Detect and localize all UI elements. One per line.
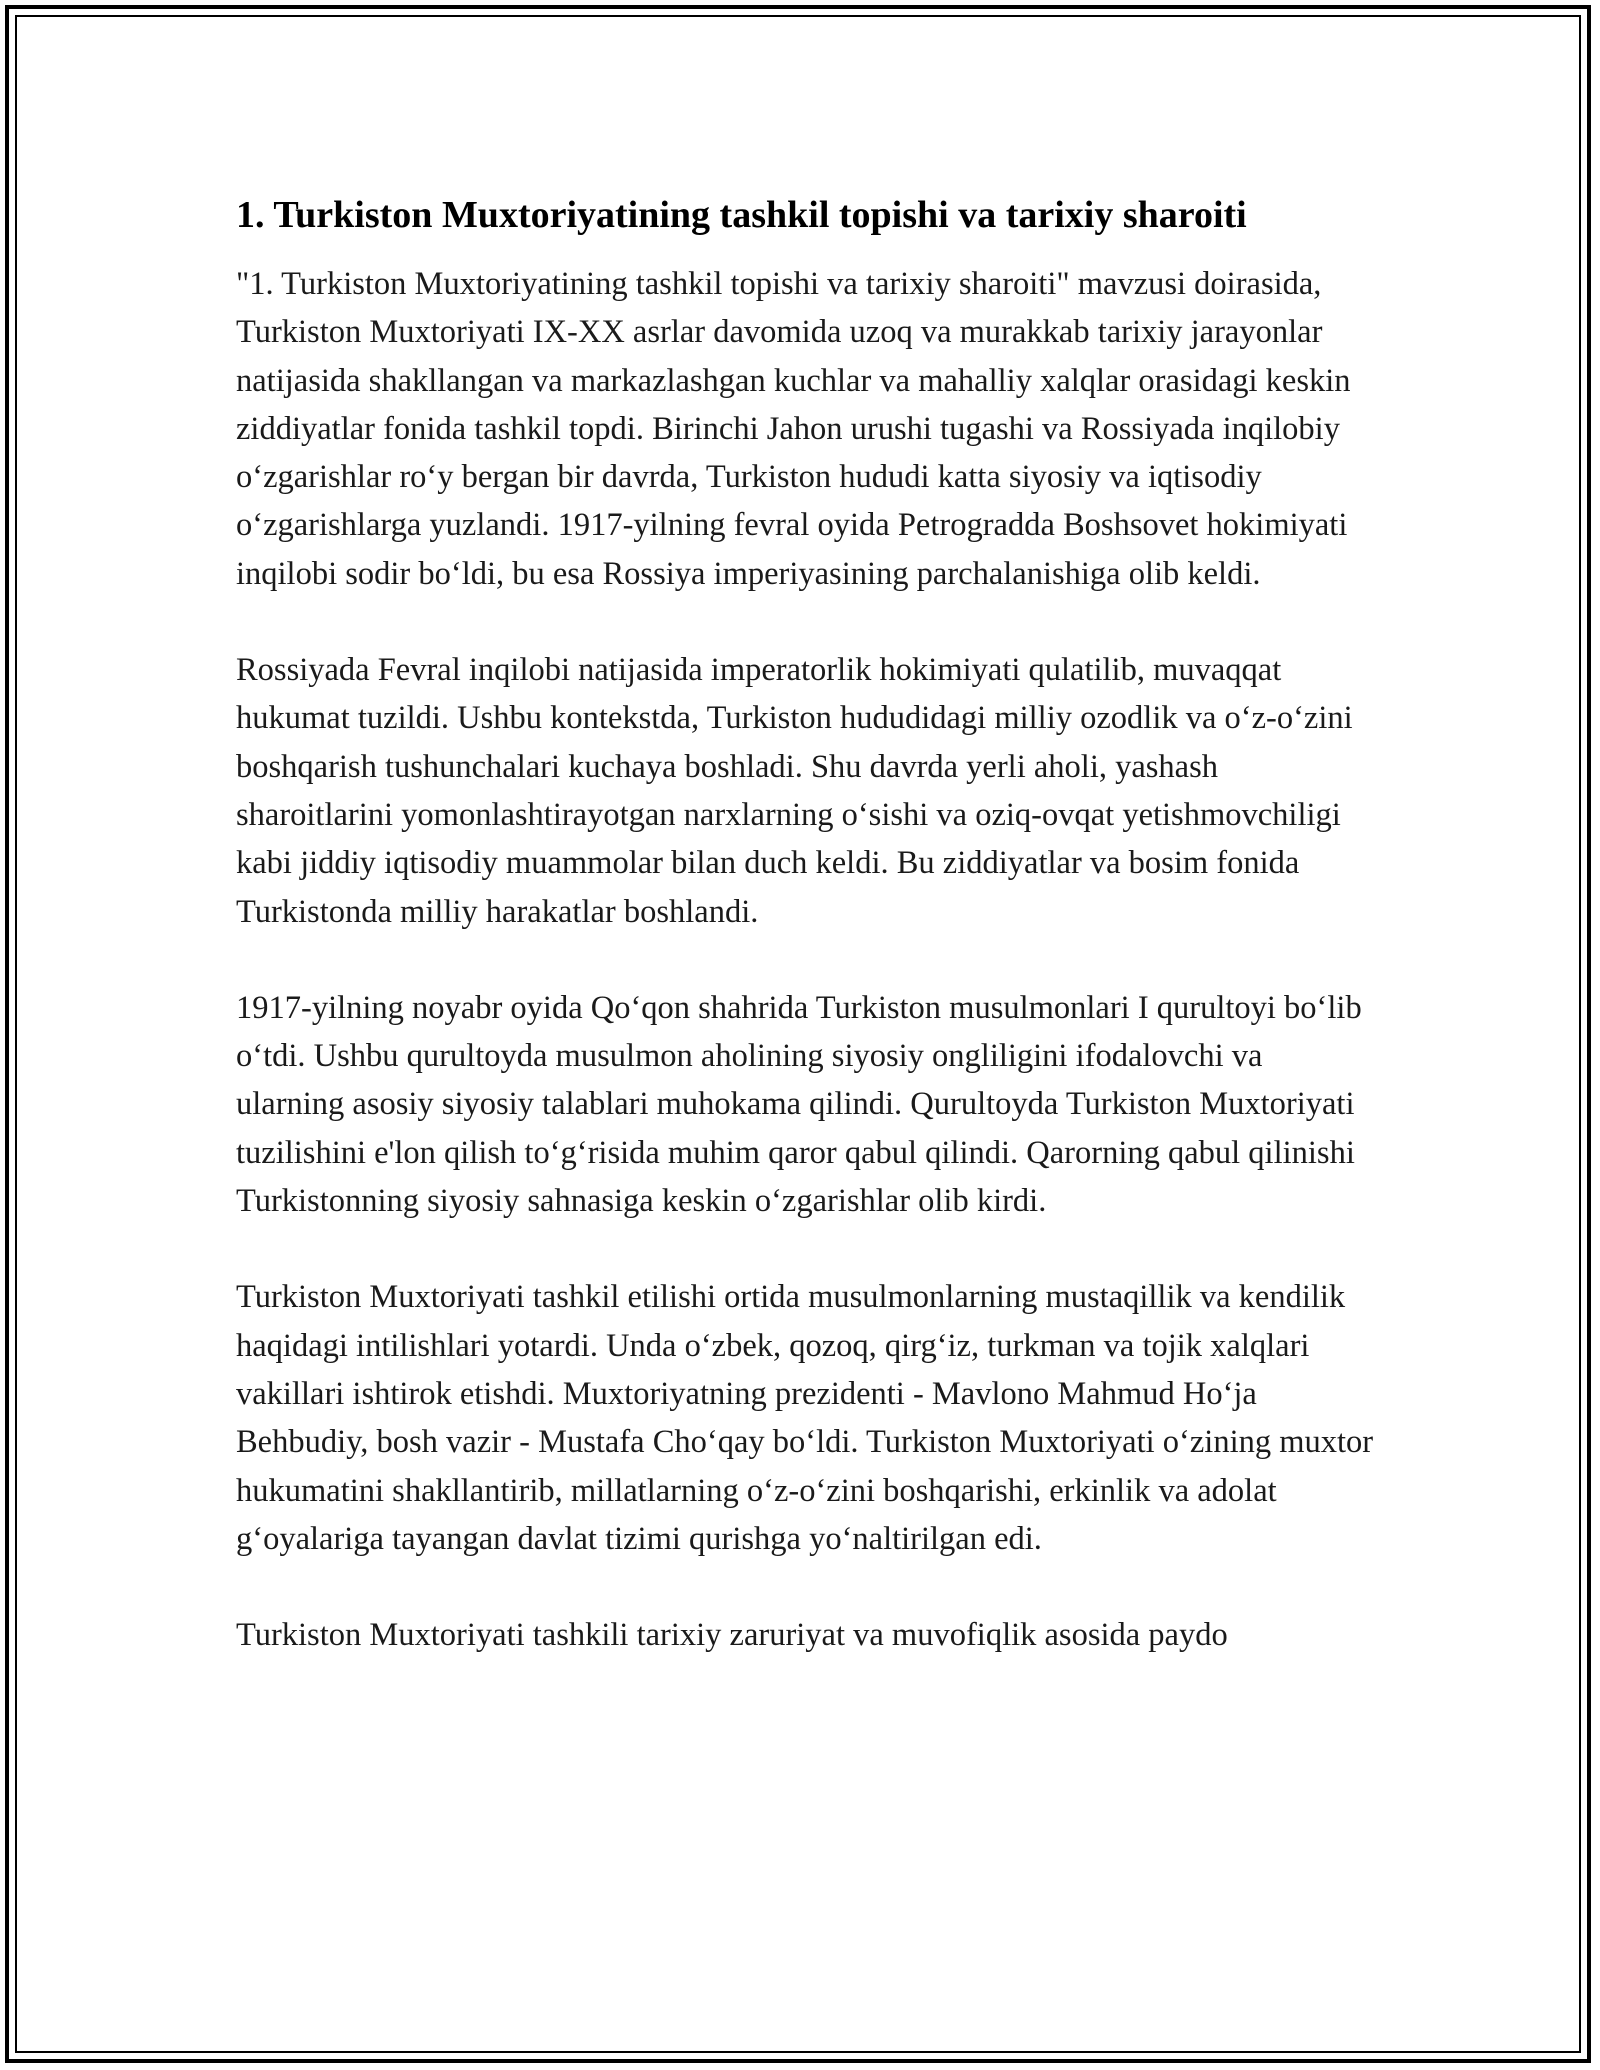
paragraph-3: 1917-yilning noyabr oyida Qoʻqon shahrida Turkiston musulmonlari I qurultoyi boʻlib oʻtdi. Ushbu qurultoyda musulmon aholining siyosiy ongliligini ifodalovchi va ularning asosiy siyosiy talablari muhokama qilindi. Qurultoyda Turkiston Muxtoriyati tuzilishini e'lon qilish toʻgʻrisida muhim qaror qabul qilindi. Qarorning qabul qilinishi Turkistonning siyosiy sahnasiga keskin oʻzgarishlar olib kirdi. bbox=[236, 989, 1362, 1220]
paragraph-4: Turkiston Muxtoriyati tashkil etilishi ortida musulmonlarning mustaqillik va kendilik haqidagi intilishlari yotardi. Unda oʻzbek, qozoq, qirgʻiz, turkman va tojik xalqlari vakillari ishtirok etishdi. Muxtoriyatning prezidenti - Mavlono Mahmud Hoʻja Behbudiy, bosh vazir - Mustafa Choʻqay boʻldi. Turkiston Muxtoriyati oʻzining muxtor hukumatini shakllantirib, millatlarning oʻz-oʻzini boshqarishi, erkinlik va adolat gʻoyalariga tayangan davlat tizimi qurishga yoʻnaltirilgan edi. bbox=[236, 1279, 1374, 1557]
paragraph-5: Turkiston Muxtoriyati tashkili tarixiy zaruriyat va muvofiqlik asosida paydo bbox=[236, 1617, 1228, 1654]
document-heading: 1. Turkiston Muxtoriyatining tashkil topishi va tarixiy sharoiti bbox=[236, 194, 1247, 236]
paragraph-1: "1. Turkiston Muxtoriyatining tashkil topishi va tarixiy sharoiti" mavzusi doirasida, Turkiston Muxtoriyati IX-XX asrlar davomida uzoq va murakkab tarixiy jarayonlar natijasida shakllangan va markazlashgan kuchlar va mahalliy xalqlar orasidagi keskin ziddiyatlar fonida tashkil topdi. Birinchi Jahon urushi tugashi va Rossiyada inqilobiy oʻzgarishlar roʻy bergan bir davrda, Turkiston hududi katta siyosiy va iqtisodiy oʻzgarishlarga yuzlandi. 1917-yilning fevral oyida Petrogradda Boshsovet hokimiyati inqilobi sodir boʻldi, bu esa Rossiya imperiyasining parchalanishiga olib keldi. bbox=[236, 266, 1351, 592]
document-body bbox=[236, 188, 1376, 1659]
paragraph-2: Rossiyada Fevral inqilobi natijasida imperatorlik hokimiyati qulatilib, muvaqqat hukumat tuzildi. Ushbu kontekstda, Turkiston hududidagi milliy ozodlik va oʻz-oʻzini boshqarish tushunchalari kuchaya boshladi. Shu davrda yerli aholi, yashash sharoitlarini yomonlashtirayotgan narxlarning oʻsishi va oziq-ovqat yetishmovchiligi kabi jiddiy iqtisodiy muammolar bilan duch keldi. Bu ziddiyatlar va bosim fonida Turkistonda milliy harakatlar boshlandi. bbox=[236, 652, 1353, 930]
